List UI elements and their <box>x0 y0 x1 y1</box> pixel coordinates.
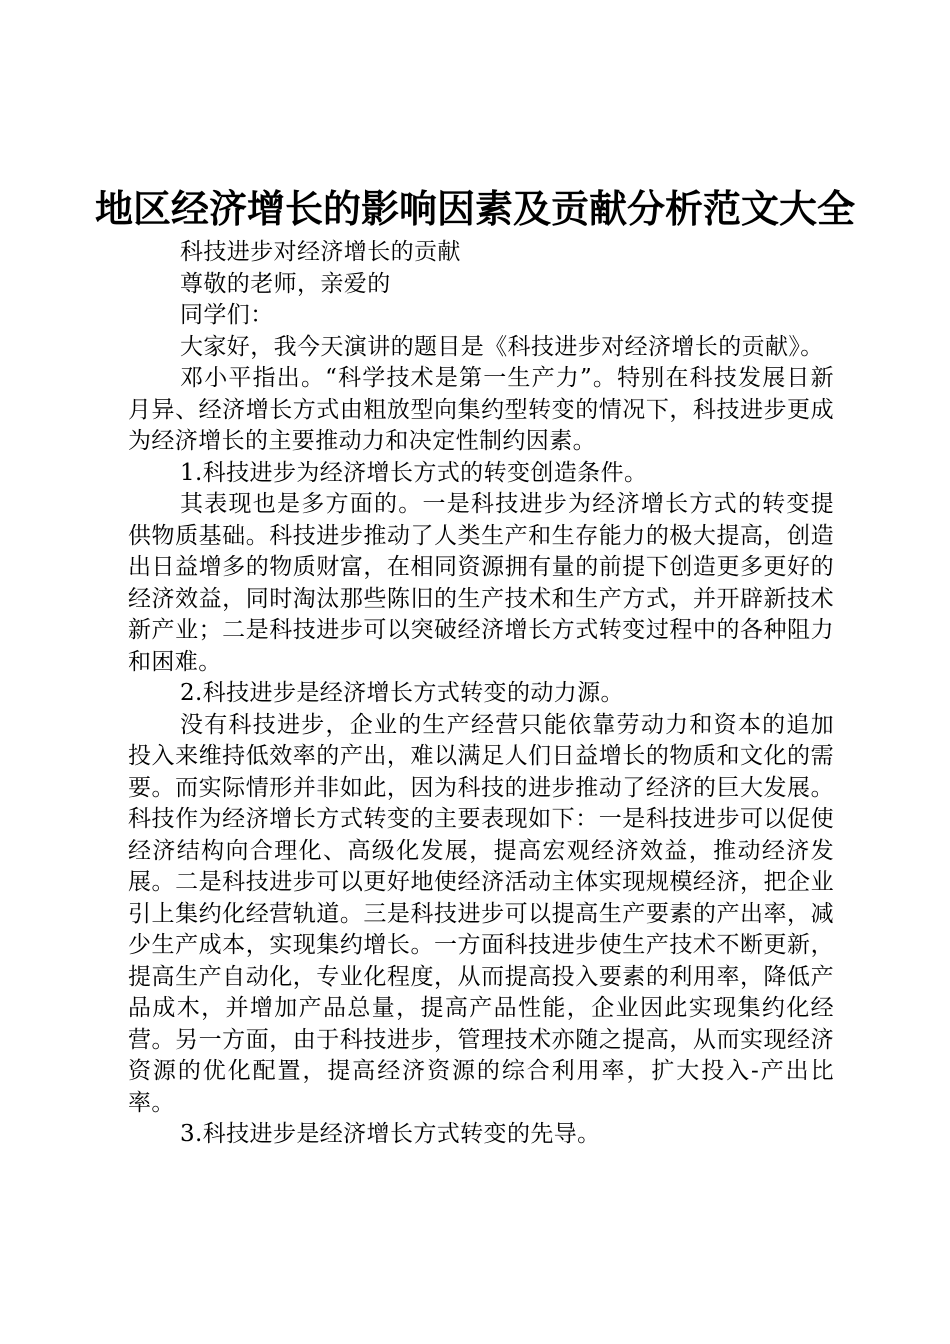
paragraph-quote: 邓小平指出。“科学技术是第一生产力”。特别在科技发展日新月异、经济增长方式由粗放型向集约型转变的情况下，科技进步更成为经济增长的主要推动力和决定性制约因素。 <box>128 365 834 454</box>
paragraph-section-1: 其表现也是多方面的。一是科技进步为经济增长方式的转变提供物质基础。科技进步推动了人类生产和生存能力的极大提高，创造出日益增多的物质财富，在相同资源拥有量的前提下创造更多更好的经济效益，同时淘汰那些陈旧的生产技术和生产方式，并开辟新技术新产业；二是科技进步可以突破经济增长方式转变过程中的各种阻力和困难。 <box>128 491 834 675</box>
document-body <box>128 237 834 1151</box>
paragraph-subtitle: 科技进步对经济增长的贡献 <box>180 239 461 265</box>
paragraph-salutation-cont: 同学们： <box>180 302 274 328</box>
paragraph-greeting: 大家好，我今天演讲的题目是《科技进步对经济增长的贡献》。 <box>180 333 824 360</box>
section-heading-2: 2.科技进步是经济增长方式转变的动力源。 <box>180 680 624 706</box>
section-heading-3: 3.科技进步是经济增长方式转变的先导。 <box>180 1121 601 1147</box>
paragraph-section-2: 没有科技进步，企业的生产经营只能依靠劳动力和资本的追加投入来维持低效率的产出，难以满足人们日益增长的物质和文化的需要。而实际情形并非如此，因为科技的进步推动了经济的巨大发展。科技作为经济增长方式转变的主要表现如下：一是科技进步可以促使经济结构向合理化、高级化发展，提高宏观经济效益，推动经济发展。二是科技进步可以更好地使经济活动主体实现规模经济，把企业引上集约化经营轨道。三是科技进步可以提高生产要素的产出率，减少生产成本，实现集约增长。一方面科技进步使生产技术不断更新，提高生产自动化，专业化程度，从而提高投入要素的利用率，降低产品成木，并增加产品总量，提高产品性能，企业因此实现集约化经营。另一方面，由于科技进步，管理技术亦随之提高，从而实现经济资源的优化配置，提高经济资源的综合利用率，扩大投入-产出比率。 <box>128 711 834 1116</box>
paragraph-salutation: 尊敬的老师，亲爱的 <box>180 270 391 297</box>
document-title: 地区经济增长的影响因素及贡献分析范文大全 <box>94 186 855 231</box>
section-heading-1: 1.科技进步为经济增长方式的转变创造条件。 <box>180 459 648 486</box>
